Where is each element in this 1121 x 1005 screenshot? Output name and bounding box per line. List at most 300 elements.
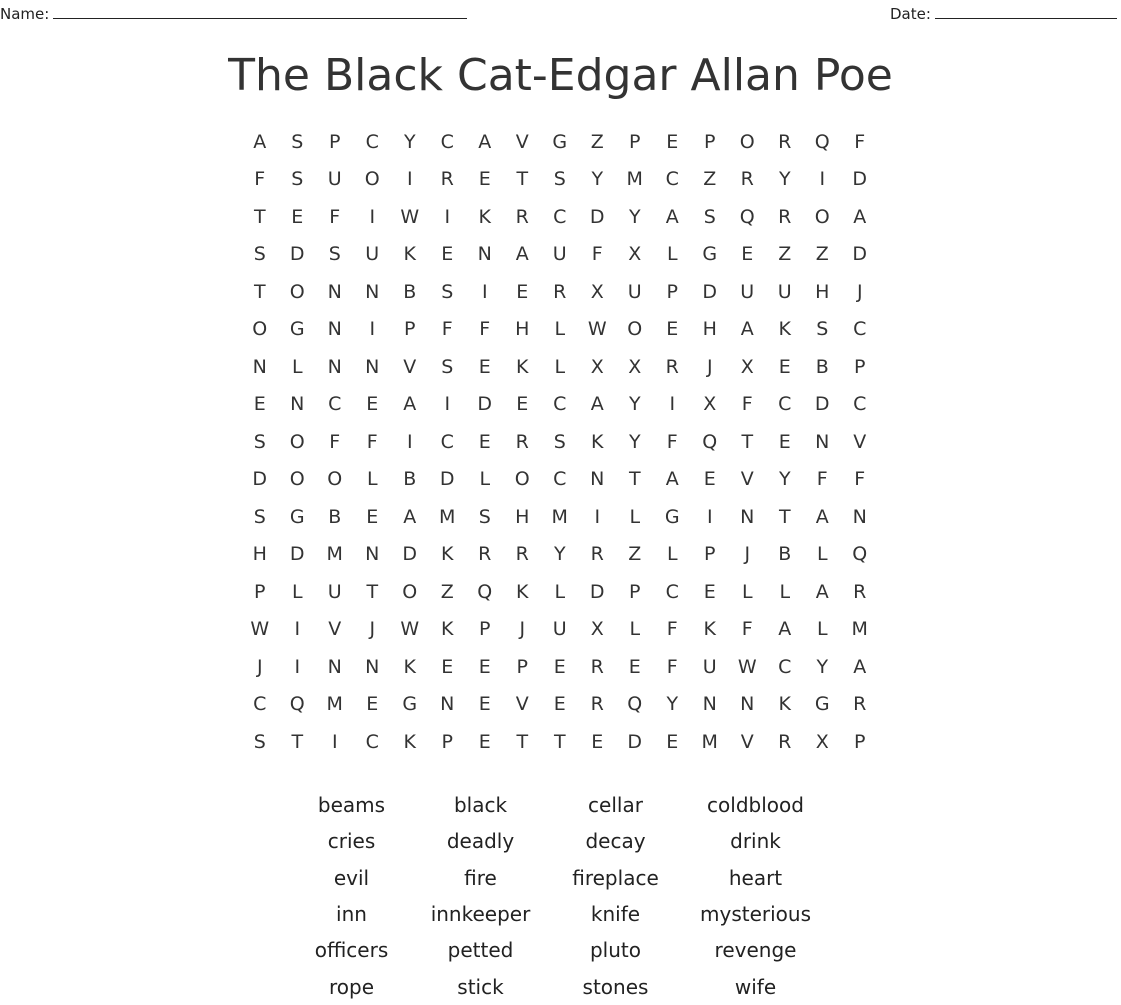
grid-letter: I xyxy=(669,393,676,416)
grid-letter: B xyxy=(778,543,792,566)
grid-letter: S xyxy=(553,168,566,191)
grid-letter: S xyxy=(253,243,266,266)
grid-letter: Y xyxy=(666,693,679,716)
date-label: Date: xyxy=(890,5,931,23)
grid-letter: O xyxy=(514,468,530,491)
grid-letter: A xyxy=(590,393,604,416)
grid-letter: W xyxy=(587,318,607,341)
grid-letter: S xyxy=(816,318,829,341)
grid-letter: F xyxy=(329,430,341,453)
grid-letter: V xyxy=(328,618,342,641)
grid-letter: T xyxy=(516,730,529,753)
grid-letter: G xyxy=(814,693,830,716)
grid-letter: S xyxy=(478,505,491,528)
grid-letter: Z xyxy=(628,543,642,566)
grid-letter: O xyxy=(364,168,380,191)
grid-letter: K xyxy=(778,318,791,341)
grid-letter: U xyxy=(552,243,567,266)
grid-letter: A xyxy=(853,205,867,228)
grid-letter: X xyxy=(628,355,642,378)
grid-letter: F xyxy=(366,430,378,453)
grid-letter: A xyxy=(815,580,829,603)
grid-letter: E xyxy=(553,693,566,716)
grid-letter: R xyxy=(853,580,867,603)
grid-letter: O xyxy=(739,130,755,153)
grid-letter: E xyxy=(666,130,679,153)
grid-letter: C xyxy=(553,205,567,228)
grid-letter: T xyxy=(253,205,266,228)
grid-letter: D xyxy=(289,543,305,566)
grid-letter: U xyxy=(365,243,380,266)
grid-letter: G xyxy=(402,693,418,716)
grid-letter: Y xyxy=(816,655,829,678)
grid-letter: X xyxy=(590,618,604,641)
grid-letter: J xyxy=(706,355,713,378)
grid-letter: P xyxy=(704,130,716,153)
grid-letter: S xyxy=(441,280,454,303)
grid-letter: A xyxy=(403,393,417,416)
grid-letter: N xyxy=(365,655,380,678)
grid-letter: J xyxy=(519,618,526,641)
grid-letter: I xyxy=(294,618,301,641)
grid-letter: R xyxy=(740,168,754,191)
word-bank-item: fireplace xyxy=(572,865,659,890)
grid-letter: S xyxy=(291,168,304,191)
word-bank-item: black xyxy=(453,793,508,818)
grid-letter: T xyxy=(366,580,379,603)
grid-letter: F xyxy=(741,618,753,641)
grid-letter: N xyxy=(365,280,380,303)
grid-letter: L xyxy=(816,618,828,641)
grid-letter: R xyxy=(440,168,454,191)
grid-letter: F xyxy=(441,318,453,341)
grid-letter: N xyxy=(290,393,305,416)
grid-letter: J xyxy=(744,543,751,566)
grid-letter: L xyxy=(291,355,303,378)
grid-letter: A xyxy=(665,205,679,228)
grid-letter: I xyxy=(406,168,413,191)
grid-letter: C xyxy=(665,580,679,603)
word-bank-item: revenge xyxy=(714,938,797,963)
grid-letter: N xyxy=(327,355,342,378)
grid-letter: V xyxy=(740,730,754,753)
grid-letter: I xyxy=(294,655,301,678)
grid-letter: Z xyxy=(703,168,717,191)
word-bank xyxy=(285,787,825,1005)
grid-letter: N xyxy=(252,355,267,378)
grid-letter: R xyxy=(778,730,792,753)
grid-letter: K xyxy=(591,430,604,453)
grid-letter: L xyxy=(291,580,303,603)
grid-letter: Y xyxy=(628,430,641,453)
grid-letter: C xyxy=(778,393,792,416)
grid-letter: Q xyxy=(814,130,830,153)
grid-letter: C xyxy=(440,430,454,453)
grid-letter: Y xyxy=(628,205,641,228)
grid-letter: E xyxy=(778,355,791,378)
grid-letter: D xyxy=(252,468,268,491)
grid-letter: E xyxy=(666,730,679,753)
grid-letter: O xyxy=(327,468,343,491)
grid-letter: T xyxy=(253,280,266,303)
grid-letter: E xyxy=(478,693,491,716)
word-bank-item: evil xyxy=(333,865,370,890)
grid-letter: D xyxy=(402,543,418,566)
grid-letter: X xyxy=(740,355,754,378)
grid-letter: L xyxy=(629,618,641,641)
grid-letter: H xyxy=(815,280,830,303)
grid-letter: H xyxy=(252,543,267,566)
grid-letter: K xyxy=(441,618,454,641)
grid-letter: T xyxy=(628,468,641,491)
grid-letter: E xyxy=(666,318,679,341)
grid-letter: E xyxy=(553,655,566,678)
grid-letter: L xyxy=(816,543,828,566)
date-field[interactable] xyxy=(890,4,1117,23)
grid-letter: Z xyxy=(440,580,454,603)
grid-letter: A xyxy=(403,505,417,528)
word-bank-item: fire xyxy=(464,865,497,890)
grid-letter: F xyxy=(254,168,266,191)
grid-letter: P xyxy=(666,280,678,303)
grid-letter: B xyxy=(403,280,417,303)
grid-letter: E xyxy=(478,655,491,678)
grid-letter: E xyxy=(441,655,454,678)
grid-letter: P xyxy=(479,618,491,641)
grid-letter: I xyxy=(369,318,376,341)
grid-letter: E xyxy=(478,730,491,753)
name-label: Name: xyxy=(0,5,50,23)
grid-letter: M xyxy=(439,505,456,528)
grid-letter: S xyxy=(703,205,716,228)
grid-letter: G xyxy=(289,505,305,528)
grid-letter: P xyxy=(404,318,416,341)
grid-letter: N xyxy=(702,693,717,716)
grid-letter: O xyxy=(289,280,305,303)
grid-letter: G xyxy=(664,505,680,528)
page-title: The Black Cat-Edgar Allan Poe xyxy=(228,50,893,101)
word-bank-item: deadly xyxy=(446,829,515,854)
word-bank-item: beams xyxy=(317,793,386,818)
grid-letter: O xyxy=(627,318,643,341)
grid-letter: X xyxy=(628,243,642,266)
word-bank-item: knife xyxy=(590,902,641,927)
grid-letter: C xyxy=(365,730,379,753)
grid-letter: M xyxy=(851,618,868,641)
grid-letter: G xyxy=(289,318,305,341)
grid-letter: K xyxy=(703,618,716,641)
grid-letter: N xyxy=(327,280,342,303)
grid-letter: A xyxy=(253,130,267,153)
grid-letter: N xyxy=(740,505,755,528)
grid-letter: Q xyxy=(702,430,718,453)
word-bank-item: innkeeper xyxy=(430,902,531,927)
grid-letter: C xyxy=(665,168,679,191)
grid-letter: M xyxy=(551,505,568,528)
word-bank-item: cries xyxy=(327,829,376,854)
grid-letter: R xyxy=(515,205,529,228)
grid-letter: K xyxy=(516,355,529,378)
grid-letter: S xyxy=(441,355,454,378)
grid-letter: A xyxy=(815,505,829,528)
grid-letter: H xyxy=(515,505,530,528)
grid-letter: K xyxy=(478,205,491,228)
grid-letter: L xyxy=(741,580,753,603)
word-bank-item: petted xyxy=(447,938,514,963)
grid-letter: H xyxy=(702,318,717,341)
grid-letter: R xyxy=(590,693,604,716)
grid-letter: P xyxy=(854,355,866,378)
grid-letter: I xyxy=(444,205,451,228)
grid-letter: D xyxy=(439,468,455,491)
grid-letter: J xyxy=(256,655,263,678)
grid-letter: E xyxy=(741,243,754,266)
grid-letter: O xyxy=(252,318,268,341)
grid-letter: E xyxy=(291,205,304,228)
grid-letter: U xyxy=(327,580,342,603)
grid-letter: F xyxy=(816,468,828,491)
word-bank-item: mysterious xyxy=(700,902,811,927)
grid-letter: E xyxy=(478,355,491,378)
grid-letter: L xyxy=(554,355,566,378)
grid-letter: E xyxy=(478,430,491,453)
grid-letter: N xyxy=(590,468,605,491)
grid-letter: Q xyxy=(627,693,643,716)
grid-letter: T xyxy=(291,730,304,753)
grid-letter: K xyxy=(516,580,529,603)
grid-letter: E xyxy=(703,580,716,603)
grid-letter: D xyxy=(477,393,493,416)
grid-letter: R xyxy=(515,543,529,566)
word-bank-item: stick xyxy=(457,974,504,999)
grid-letter: E xyxy=(253,393,266,416)
grid-letter: R xyxy=(478,543,492,566)
grid-letter: E xyxy=(516,393,529,416)
grid-letter: C xyxy=(328,393,342,416)
grid-letter: N xyxy=(440,693,455,716)
grid-letter: K xyxy=(778,693,791,716)
word-bank-item: stones xyxy=(582,974,649,999)
grid-letter: L xyxy=(666,543,678,566)
grid-letter: N xyxy=(815,430,830,453)
grid-letter: R xyxy=(853,693,867,716)
grid-letter: E xyxy=(478,168,491,191)
grid-letter: I xyxy=(819,168,826,191)
grid-letter: R xyxy=(778,205,792,228)
word-bank-item: inn xyxy=(336,902,367,927)
grid-letter: F xyxy=(741,393,753,416)
grid-letter: D xyxy=(627,730,643,753)
grid-letter: N xyxy=(365,355,380,378)
grid-letter: F xyxy=(479,318,491,341)
grid-letter: A xyxy=(515,243,529,266)
grid-letter: D xyxy=(852,168,868,191)
grid-letter: L xyxy=(666,243,678,266)
grid-letter: D xyxy=(289,243,305,266)
grid-letter: I xyxy=(406,430,413,453)
grid-letter: R xyxy=(553,280,567,303)
grid-letter: I xyxy=(444,393,451,416)
grid-letter: L xyxy=(779,580,791,603)
grid-letter: F xyxy=(591,243,603,266)
grid-letter: N xyxy=(365,543,380,566)
grid-letter: L xyxy=(366,468,378,491)
grid-letter: A xyxy=(778,618,792,641)
grid-letter: U xyxy=(552,618,567,641)
grid-letter: P xyxy=(254,580,266,603)
grid-letter: L xyxy=(629,505,641,528)
grid-letter: Y xyxy=(591,168,604,191)
grid-letter: P xyxy=(704,543,716,566)
grid-letter: S xyxy=(291,130,304,153)
grid-letter: K xyxy=(403,730,416,753)
grid-letter: S xyxy=(553,430,566,453)
word-bank-item: officers xyxy=(314,938,389,963)
grid-letter: V xyxy=(853,430,867,453)
name-field[interactable] xyxy=(0,4,467,23)
grid-letter: I xyxy=(594,505,601,528)
grid-letter: C xyxy=(553,468,567,491)
grid-letter: M xyxy=(326,543,343,566)
grid-letter: X xyxy=(815,730,829,753)
grid-letter: K xyxy=(403,243,416,266)
grid-letter: V xyxy=(515,130,529,153)
grid-letter: P xyxy=(516,655,528,678)
grid-letter: E xyxy=(703,468,716,491)
grid-letter: Z xyxy=(590,130,604,153)
date-blank-line[interactable] xyxy=(935,4,1117,19)
grid-letter: L xyxy=(554,318,566,341)
grid-letter: C xyxy=(853,318,867,341)
word-bank-item: coldblood xyxy=(707,793,804,818)
grid-letter: F xyxy=(329,205,341,228)
grid-letter: R xyxy=(590,543,604,566)
grid-letter: A xyxy=(665,468,679,491)
grid-letter: R xyxy=(778,130,792,153)
word-bank-item: cellar xyxy=(588,793,643,818)
word-bank-item: pluto xyxy=(589,938,641,963)
grid-letter: S xyxy=(253,505,266,528)
grid-letter: J xyxy=(369,618,376,641)
grid-letter: D xyxy=(852,243,868,266)
letter-grid xyxy=(241,123,881,761)
grid-letter: V xyxy=(515,693,529,716)
grid-letter: C xyxy=(778,655,792,678)
grid-letter: D xyxy=(702,280,718,303)
grid-letter: T xyxy=(516,168,529,191)
word-bank-item: drink xyxy=(730,829,781,854)
grid-letter: B xyxy=(403,468,417,491)
grid-letter: O xyxy=(289,430,305,453)
grid-letter: R xyxy=(590,655,604,678)
grid-letter: J xyxy=(856,280,863,303)
grid-letter: E xyxy=(778,430,791,453)
grid-letter: Z xyxy=(815,243,829,266)
grid-letter: T xyxy=(553,730,566,753)
grid-letter: Y xyxy=(553,543,566,566)
grid-letter: C xyxy=(365,130,379,153)
grid-letter: M xyxy=(626,168,643,191)
grid-letter: Q xyxy=(739,205,755,228)
word-bank-item: wife xyxy=(734,974,777,999)
grid-letter: I xyxy=(369,205,376,228)
grid-letter: C xyxy=(853,393,867,416)
grid-letter: T xyxy=(778,505,791,528)
grid-letter: N xyxy=(477,243,492,266)
grid-letter: G xyxy=(702,243,718,266)
grid-letter: P xyxy=(441,730,453,753)
grid-letter: A xyxy=(478,130,492,153)
grid-letter: X xyxy=(590,355,604,378)
grid-letter: Y xyxy=(403,130,416,153)
grid-letter: N xyxy=(852,505,867,528)
grid-letter: Q xyxy=(852,543,868,566)
grid-letter: P xyxy=(629,580,641,603)
grid-letter: B xyxy=(815,355,829,378)
grid-letter: C xyxy=(553,393,567,416)
grid-letter: V xyxy=(740,468,754,491)
grid-letter: K xyxy=(441,543,454,566)
grid-letter: E xyxy=(441,243,454,266)
grid-letter: I xyxy=(481,280,488,303)
grid-letter: S xyxy=(253,430,266,453)
grid-letter: O xyxy=(289,468,305,491)
grid-letter: V xyxy=(403,355,417,378)
grid-letter: E xyxy=(591,730,604,753)
grid-letter: E xyxy=(516,280,529,303)
grid-letter: M xyxy=(326,693,343,716)
grid-letter: Y xyxy=(778,168,791,191)
grid-letter: X xyxy=(590,280,604,303)
grid-letter: Q xyxy=(477,580,493,603)
grid-letter: N xyxy=(327,318,342,341)
grid-letter: U xyxy=(740,280,755,303)
grid-letter: E xyxy=(366,393,379,416)
grid-letter: M xyxy=(701,730,718,753)
grid-letter: F xyxy=(854,468,866,491)
grid-letter: S xyxy=(328,243,341,266)
grid-letter: U xyxy=(777,280,792,303)
grid-letter: C xyxy=(253,693,267,716)
grid-letter: X xyxy=(703,393,717,416)
grid-letter: R xyxy=(515,430,529,453)
grid-letter: I xyxy=(331,730,338,753)
grid-letter: Q xyxy=(289,693,305,716)
grid-letter: L xyxy=(554,580,566,603)
grid-letter: U xyxy=(627,280,642,303)
grid-letter: I xyxy=(706,505,713,528)
grid-letter: E xyxy=(366,505,379,528)
grid-letter: R xyxy=(665,355,679,378)
grid-letter: O xyxy=(402,580,418,603)
grid-letter: U xyxy=(702,655,717,678)
grid-letter: P xyxy=(629,130,641,153)
name-blank-line[interactable] xyxy=(53,4,467,19)
word-bank-item: decay xyxy=(585,829,646,854)
grid-letter: D xyxy=(589,580,605,603)
grid-letter: O xyxy=(814,205,830,228)
grid-letter: Z xyxy=(778,243,792,266)
grid-letter: T xyxy=(741,430,754,453)
grid-letter: F xyxy=(666,618,678,641)
grid-letter: P xyxy=(854,730,866,753)
grid-letter: E xyxy=(628,655,641,678)
grid-letter: S xyxy=(253,730,266,753)
grid-letter: W xyxy=(250,618,270,641)
grid-letter: U xyxy=(327,168,342,191)
grid-letter: A xyxy=(853,655,867,678)
grid-letter: F xyxy=(666,655,678,678)
